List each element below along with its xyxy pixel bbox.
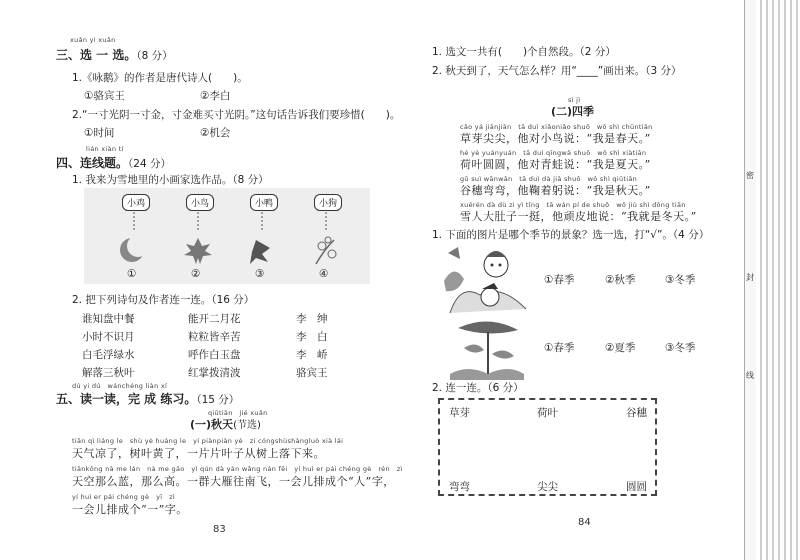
sec3-pinyin: xuǎn yi xuǎn <box>70 36 116 44</box>
snowman-picture <box>440 243 530 315</box>
qa2-question: 2. 秋天到了，天气怎么样？用“____”画出来。（3 分） <box>432 65 682 77</box>
match-bottom-1[interactable]: 弯弯 <box>449 481 470 493</box>
poem1-line1-pinyin: tiān qì liáng le shù yè huáng le yí piànpiàn yè zi cóngshùshàngluò xià lái <box>72 437 344 445</box>
qb1-row1-option-1[interactable]: ①春季 <box>544 274 575 286</box>
poem2-title: (二)四季 <box>551 105 595 118</box>
verse-second-4: 红掌拨清波 <box>188 367 241 379</box>
qb1-row2-option-3[interactable]: ③冬季 <box>665 342 696 354</box>
crescent-moon-icon <box>120 235 149 262</box>
poem2-line4: 雪人大肚子一挺，他顽皮地说：“我就是冬天。” <box>460 210 697 223</box>
sec4-title-text: 四、连线题。 <box>56 156 129 170</box>
sec4-score: （24 分） <box>128 158 171 170</box>
poem1-title-text: (一)秋天 <box>190 418 234 431</box>
picture-number-1: ① <box>127 268 137 280</box>
qb2-question: 2. 连一连。（6 分） <box>432 382 524 394</box>
verse-second-1: 能开二月花 <box>188 313 241 325</box>
seal-char-1: 密 <box>746 171 754 180</box>
poem1-title-note: (节选) <box>233 420 261 431</box>
sec4-pinyin: lián xiàn tí <box>86 145 124 153</box>
animal-tag-bird: 小鸟 <box>186 194 214 211</box>
sec5-pinyin: dú yi dú wánchéng liàn xí <box>72 382 168 390</box>
qa1-question: 1. 选文一共有( )个自然段。（2 分） <box>432 46 616 58</box>
poem1-line1: 天气凉了，树叶黄了，一片片叶子从树上落下来。 <box>72 447 325 460</box>
q3-2-option-1: ①时间 <box>84 127 115 139</box>
poem1-title <box>190 416 261 432</box>
poem2-line1-pinyin: cǎo yá jiānjiān tā duì xiǎoniǎo shuō wǒ shì chūntiān <box>460 123 653 131</box>
verse-first-3: 白毛浮绿水 <box>82 349 135 361</box>
match-top-1[interactable]: 草芽 <box>449 407 470 419</box>
page-number-left: 83 <box>213 524 226 535</box>
qb1-row1-option-2[interactable]: ②秋季 <box>605 274 636 286</box>
poem2-line3-pinyin: gǔ suì wānwān tā duì dà jiā shuō wǒ shì qiūtiān <box>460 175 638 183</box>
animal-tag-chick: 小鸡 <box>122 194 150 211</box>
bamboo-leaf-icon <box>250 240 270 264</box>
poet-1: 李 绅 <box>296 313 328 325</box>
poem2-line4-pinyin: xuěrén dà dù zi yì tǐng tā wán pí de shuō wǒ jiù shì dōng tiān <box>460 201 686 209</box>
poem1-title-pinyin: qiūtiān jié xuǎn <box>208 409 268 417</box>
sec5-title-text: 五、读一读，完 成 练习。 <box>56 392 197 406</box>
verse-first-4: 解落三秋叶 <box>82 367 135 379</box>
q3-2-option-2: ②机会 <box>200 127 231 139</box>
poem1-line2-pinyin: tiānkōng nà me lán nà me gāo yì qún dà yàn wǎng nán fēi yí huì er pái chéng gè rén zì <box>72 465 403 473</box>
picture-number-3: ③ <box>255 268 265 280</box>
seal-char-3: 线 <box>746 371 754 380</box>
q4-1-question: 1. 我来为雪地里的小画家选作品。（8 分） <box>72 174 269 186</box>
plum-blossom-icon <box>316 237 336 264</box>
q4-2-question: 2. 把下列诗句及作者连一连。（16 分） <box>72 294 255 306</box>
poem2-title-pinyin: sì jì <box>568 96 581 104</box>
sec4-title <box>56 154 171 171</box>
binding-edge <box>756 0 800 560</box>
match-top-3[interactable]: 谷穗 <box>626 407 647 419</box>
match-bottom-3[interactable]: 圆圆 <box>626 481 647 493</box>
qb1-question: 1. 下面的图片是哪个季节的景象？选一选，打“√”。（4 分） <box>432 229 710 241</box>
poem1-line3: 一会儿排成个“一”字。 <box>72 503 188 516</box>
verse-second-2: 粒粒皆辛苦 <box>188 331 241 343</box>
poet-2: 李 白 <box>296 331 328 343</box>
match-bottom-2[interactable]: 尖尖 <box>537 481 558 493</box>
poem2-line2: 荷叶圆圆，他对青蛙说：“我是夏天。” <box>460 158 651 171</box>
poet-4: 骆宾王 <box>296 367 328 379</box>
sec5-title <box>56 390 239 407</box>
q3-1-question: 1.《咏鹅》的作者是唐代诗人( )。 <box>72 72 248 84</box>
sec5-score: （15 分） <box>196 394 240 406</box>
verse-first-1: 谁知盘中餐 <box>82 313 135 325</box>
qb1-row2-option-2[interactable]: ②夏季 <box>605 342 636 354</box>
match-top-2[interactable]: 荷叶 <box>537 407 558 419</box>
qb1-row2-option-1[interactable]: ①春季 <box>544 342 575 354</box>
qb1-row1-option-3[interactable]: ③冬季 <box>665 274 696 286</box>
poem2-line2-pinyin: hé yè yuányuán tā duì qīngwā shuō wǒ shì xiàtiān <box>460 149 647 157</box>
poem2-line3: 谷穗弯弯，他鞠着躬说：“我是秋天。” <box>460 184 651 197</box>
q3-2-question: 2.“一寸光阴一寸金，寸金难买寸光阴。”这句话告诉我们要珍惜( )。 <box>72 109 401 121</box>
maple-leaf-icon <box>184 238 212 264</box>
page-number-right: 84 <box>578 517 591 528</box>
animal-tag-dog: 小狗 <box>314 194 342 211</box>
sec3-title <box>56 46 173 63</box>
picture-number-2: ② <box>191 268 201 280</box>
q3-1-option-1: ①骆宾王 <box>84 90 125 102</box>
lotus-picture <box>448 318 526 380</box>
sec3-score: （8 分） <box>136 50 173 62</box>
seal-char-2: 封 <box>746 273 754 282</box>
verse-first-2: 小时不识月 <box>82 331 135 343</box>
poet-3: 李 峤 <box>296 349 328 361</box>
poem1-line2: 天空那么蓝，那么高。一群大雁往南飞，一会儿排成个“人”字， <box>72 475 395 488</box>
q3-1-option-2: ②李白 <box>200 90 231 102</box>
animal-tag-duck: 小鸭 <box>250 194 278 211</box>
verse-second-3: 呼作白玉盘 <box>188 349 241 361</box>
poem1-line3-pinyin: yí huì er pái chéng gè yī zì <box>72 493 175 501</box>
sec3-title-text: 三、选 一 选。 <box>56 48 137 62</box>
poem2-line1: 草芽尖尖，他对小鸟说：“我是春天。” <box>460 132 651 145</box>
picture-number-4: ④ <box>319 268 329 280</box>
